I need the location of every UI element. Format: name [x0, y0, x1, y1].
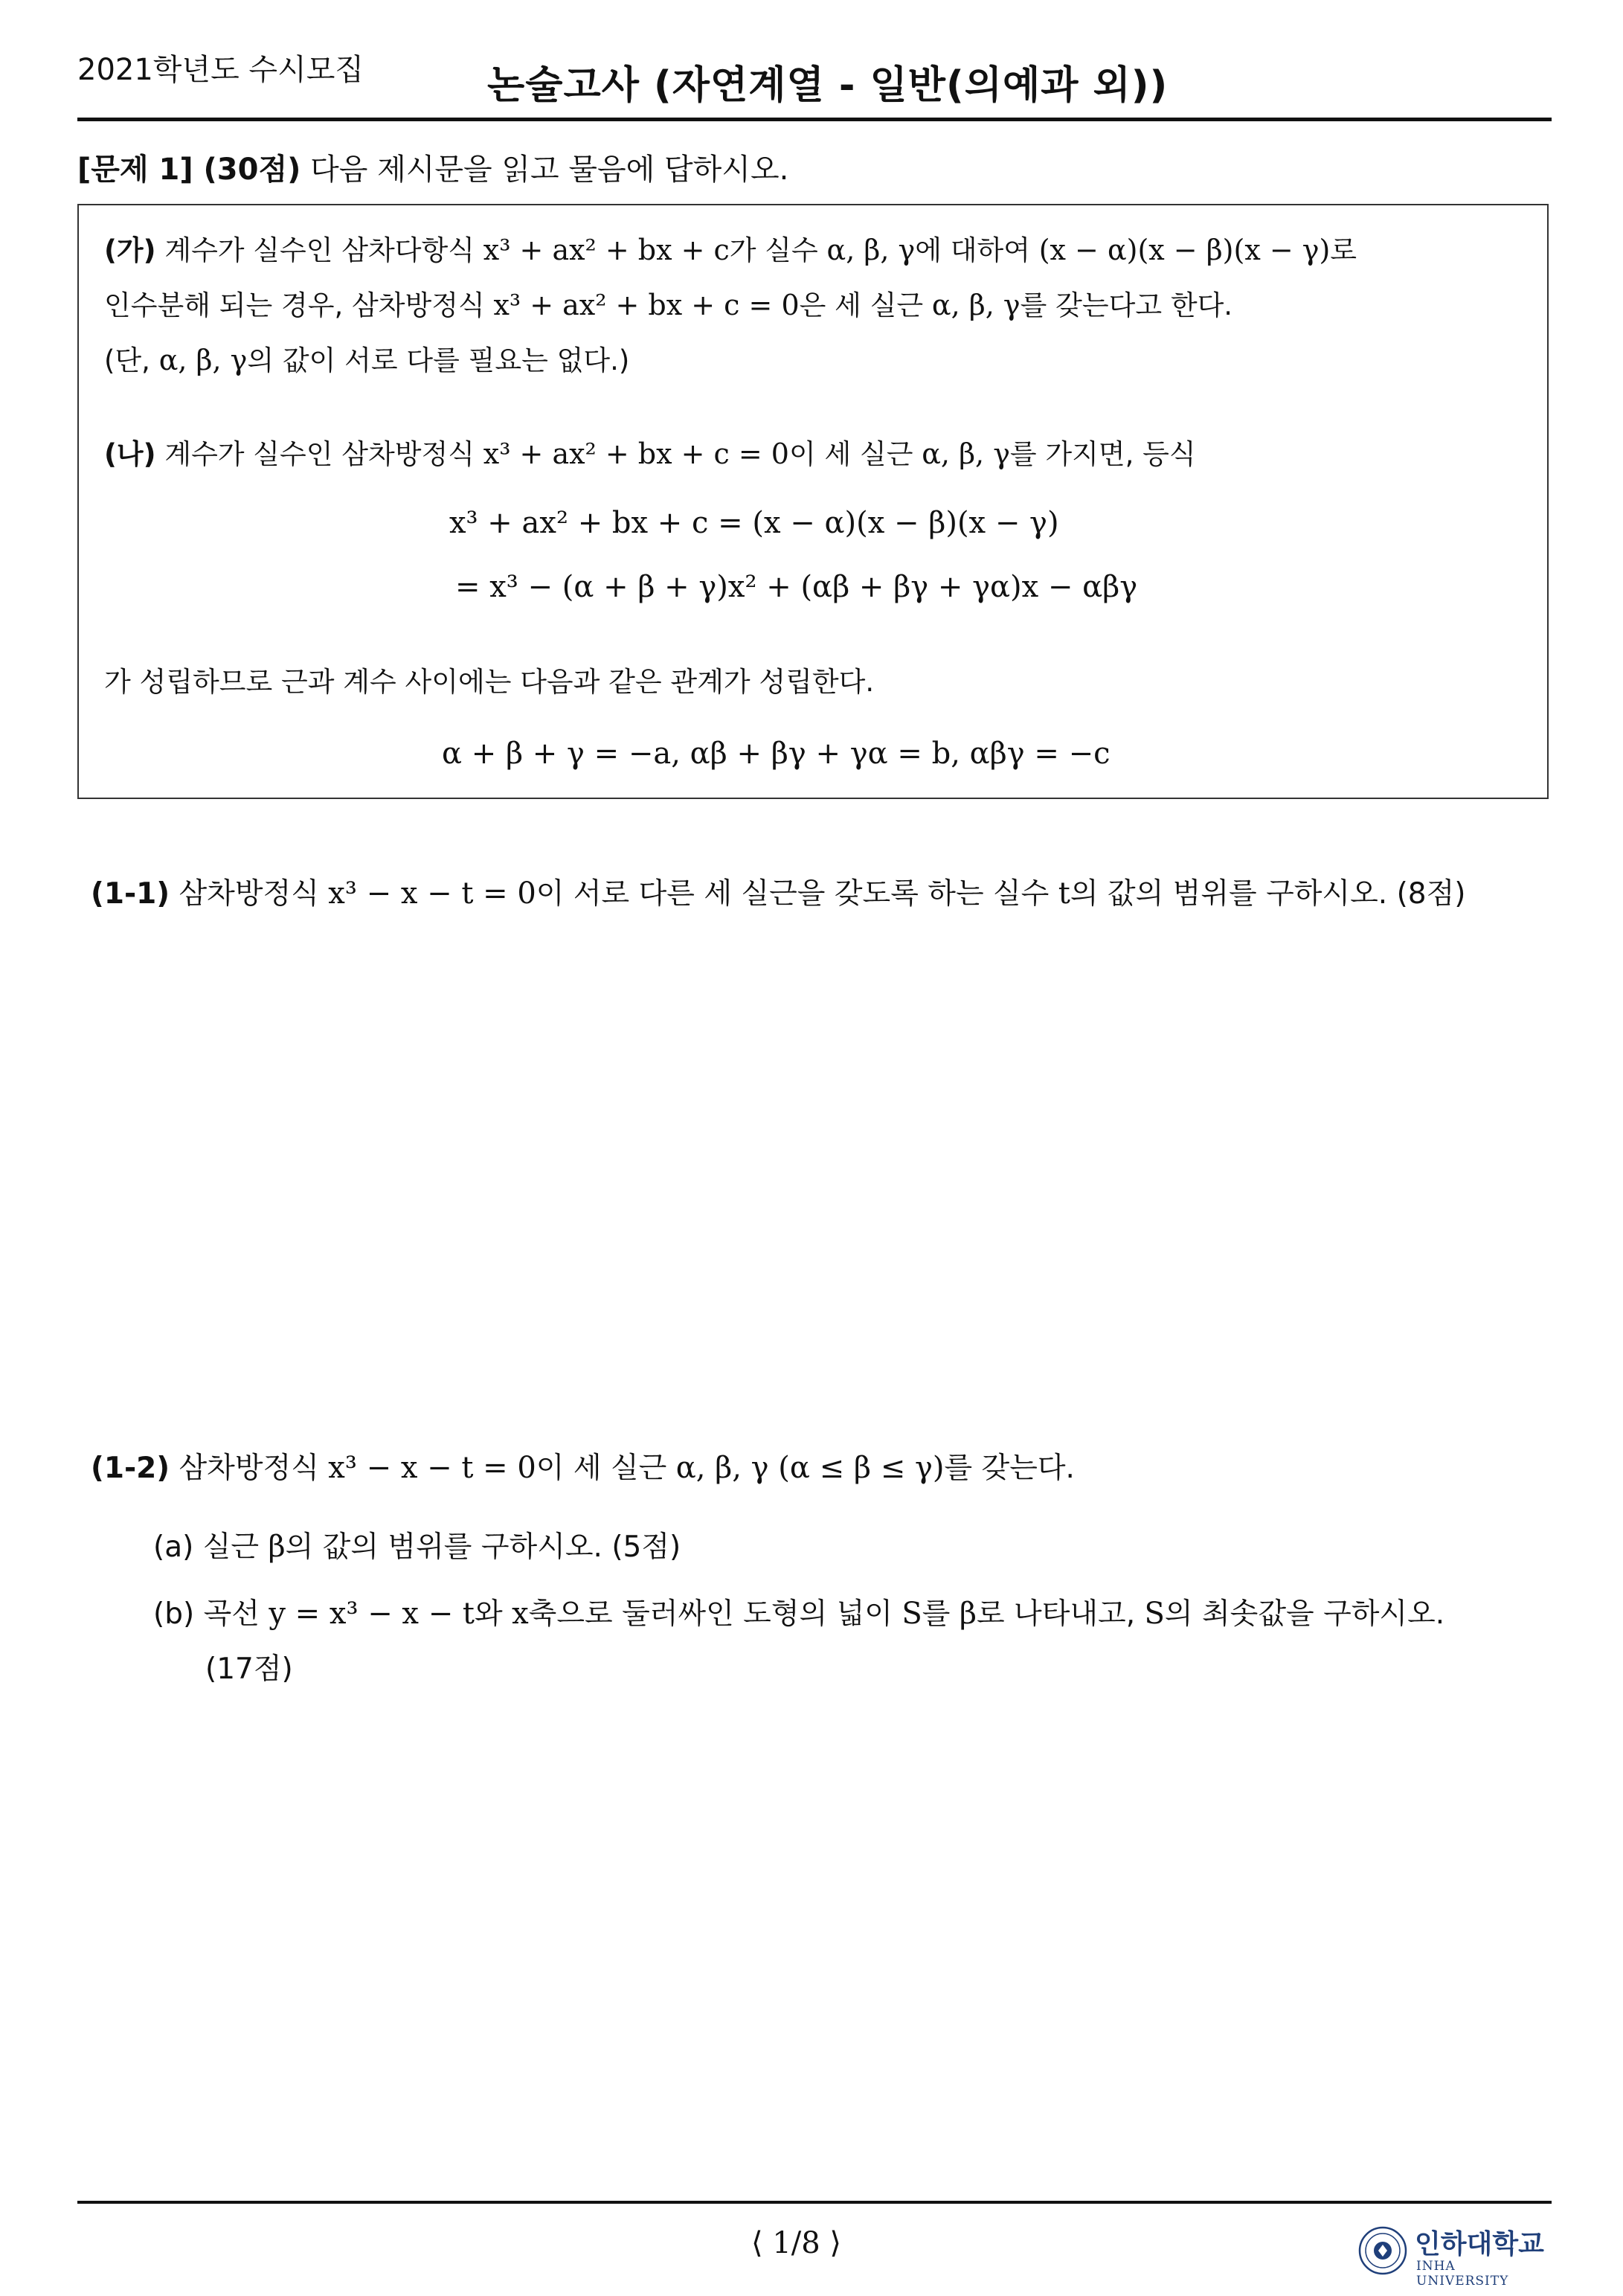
- math-expression: x³ + ax² + bx + c = 0: [493, 289, 800, 321]
- text-segment: 의 값의 범위를 구하시오. (5점): [285, 1530, 681, 1564]
- question-1-2: [91, 1445, 1075, 1487]
- text-segment: 이 서로 다른 세 실근을 갖도록 하는 실수: [536, 877, 1058, 911]
- text-segment: (단,: [104, 344, 159, 376]
- logo-korean-name: 인하대학교: [1415, 2229, 1544, 2260]
- math-expression: x: [512, 1597, 529, 1631]
- passage-ga-text-3: [104, 344, 629, 376]
- math-expression: α, β, γ (α ≤ β ≤ γ): [675, 1451, 945, 1485]
- text-segment: 의 최솟값을 구하시오.: [1164, 1597, 1445, 1631]
- university-seal-icon: [1358, 2226, 1407, 2275]
- exam-session-label: 2021학년도 수시모집: [77, 53, 364, 87]
- math-expression: t: [1058, 876, 1070, 911]
- math-expression: α, β, γ: [922, 437, 1010, 470]
- math-expression: α, β, γ: [158, 344, 248, 376]
- math-expression: y = x³ − x − t: [269, 1597, 475, 1631]
- passage-ga-line-2: [104, 283, 1232, 323]
- problem-number: [문제 1] (30점): [77, 153, 301, 187]
- vieta-relations: α + β + γ = −a, αβ + βγ + γα = b, αβγ = −c: [442, 737, 1111, 771]
- text-segment: 를: [922, 1597, 960, 1631]
- question-1-1-text: [170, 877, 1465, 911]
- question-1-2-text: [170, 1452, 1075, 1485]
- exam-title: 논술고사 (자연계열 - 일반(의예과 외)): [487, 63, 1169, 108]
- math-expression: S: [1144, 1597, 1165, 1631]
- text-segment: 를 갖는다.: [944, 1452, 1075, 1485]
- text-segment: 계수가 실수인 삼차다항식: [155, 234, 483, 266]
- math-expression: α, β, γ: [931, 289, 1021, 321]
- problem-instruction: 다음 제시문을 읽고 물음에 답하시오.: [301, 153, 789, 187]
- math-expression: β: [268, 1530, 286, 1564]
- identity-equation-line-1: x³ + ax² + bx + c = (x − α)(x − β)(x − γ): [449, 506, 1059, 540]
- text-segment: 의 값의 범위를 구하시오. (8점): [1070, 877, 1466, 911]
- text-segment: 로 나타내고,: [976, 1597, 1145, 1631]
- passage-ga-line-1: [104, 228, 1357, 268]
- footer-divider: [77, 2201, 1552, 2204]
- text-segment: 삼차방정식: [170, 1452, 329, 1485]
- text-segment: 계수가 실수인 삼차방정식: [155, 438, 483, 470]
- text-segment: 에 대하여: [915, 234, 1039, 266]
- math-expression: x³ − x − t = 0: [328, 1451, 536, 1485]
- passage-ga-label: (가): [104, 234, 156, 266]
- passage-na-line-1: [104, 432, 1196, 472]
- text-segment: 를 갖는다고 한다.: [1020, 289, 1233, 321]
- passage-ga-line-3: [104, 338, 629, 378]
- math-expression: S: [902, 1597, 922, 1631]
- text-segment: 삼차방정식: [170, 877, 329, 911]
- text-segment: 의 값이 서로 다를 필요는 없다.): [247, 344, 630, 376]
- text-segment: (a) 실근: [153, 1530, 269, 1564]
- question-1-1: [91, 870, 1466, 912]
- text-segment: 가 실수: [729, 234, 827, 266]
- question-1-1-number: (1-1): [91, 877, 170, 911]
- passage-ga-text-2: [104, 289, 1232, 321]
- text-segment: 축으로 둘러싸인 도형의 넓이: [528, 1597, 902, 1631]
- identity-equation-line-2: = x³ − (α + β + γ)x² + (αβ + βγ + γα)x − αβγ: [455, 570, 1138, 604]
- text-segment: 이 세 실근: [536, 1452, 676, 1485]
- math-expression: α, β, γ: [826, 234, 916, 266]
- math-expression: x³ + ax² + bx + c: [483, 234, 730, 266]
- question-1-2-b: [153, 1591, 1444, 1632]
- text-segment: 를 가지면, 등식: [1009, 438, 1196, 470]
- question-1-2-number: (1-2): [91, 1452, 170, 1485]
- passage-ga-text-1: [156, 234, 1357, 266]
- math-expression: x³ + ax² + bx + c = 0: [483, 437, 789, 470]
- math-expression: (x − α)(x − β)(x − γ): [1038, 234, 1331, 266]
- university-logo: [1358, 2222, 1552, 2289]
- page-number: ⟨ 1/8 ⟩: [751, 2226, 842, 2260]
- problem-heading: [77, 146, 788, 188]
- math-expression: x³ − x − t = 0: [328, 876, 536, 911]
- text-segment: (b) 곡선: [153, 1597, 269, 1631]
- text-segment: 인수분해 되는 경우, 삼차방정식: [104, 289, 494, 321]
- passage-na-line-2: 가 성립하므로 근과 계수 사이에는 다음과 같은 관계가 성립한다.: [104, 666, 875, 698]
- passage-na-label: (나): [104, 438, 156, 470]
- passage-na-text-1: [156, 438, 1196, 470]
- question-1-2-b-text: [153, 1597, 1444, 1631]
- header-divider: [77, 118, 1552, 121]
- math-expression: β: [959, 1597, 977, 1631]
- question-1-2-b-points: (17점): [205, 1652, 293, 1686]
- question-1-2-a: [153, 1524, 681, 1565]
- question-1-2-a-text: [153, 1530, 681, 1564]
- text-segment: 로: [1330, 234, 1357, 266]
- text-segment: 은 세 실근: [799, 289, 932, 321]
- text-segment: 이 세 실근: [788, 438, 922, 470]
- logo-english-name: INHA UNIVERSITY: [1416, 2259, 1509, 2289]
- text-segment: 와: [475, 1597, 512, 1631]
